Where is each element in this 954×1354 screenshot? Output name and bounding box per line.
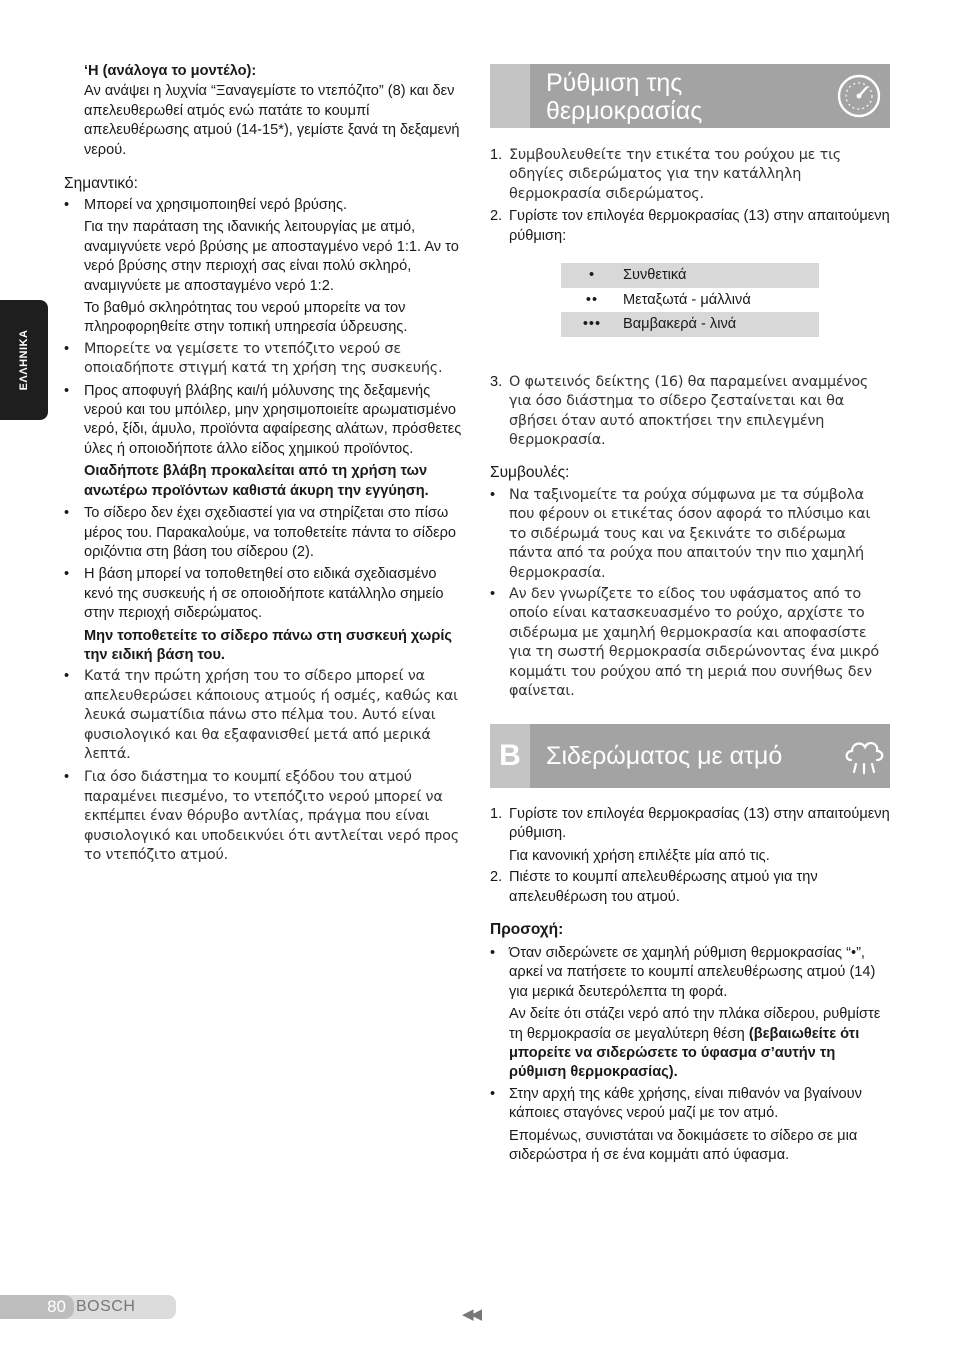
item-text-part: Αν δείτε ότι στάζει νερό από την πλάκα σίδερου, ρυθμίστε τη θερμοκρασία σε μεγαλύτερη θέση <box>509 1006 881 1042</box>
tips-heading: Συμβουλές: <box>490 464 570 481</box>
temperature-steps <box>490 146 890 246</box>
item-text: Όταν σιδερώνετε σε χαμηλή ρύθμιση θερμοκρασίας “•”, αρκεί να πατήσετε το κουμπί απελευθέρωσης ατμού (14) για μερικά δευτερόλεπτα τη φορά. <box>509 945 876 1000</box>
list-item <box>64 565 466 665</box>
bullet-icon: • <box>64 382 70 399</box>
bullet-icon: • <box>64 668 70 685</box>
step-text: Πιέστε το κουμπί απελευθέρωσης ατμού για την απελευθέρωση του ατμού. <box>509 869 818 905</box>
list-item <box>64 382 466 501</box>
steam-steps <box>490 805 890 907</box>
item-text: Για την παράταση της ιδανικής λειτουργίας με ατμό, αναμιγνύετε νερό βρύσης με αποσταγμένο νερό 1:1. Αν το νερό βρύσης στην περιοχή σας είναι πολύ σκληρό, αναμιγνύετε με αποσταγμένο νερό 1:2. <box>84 219 459 294</box>
list-item <box>64 504 466 562</box>
step-text: Γυρίστε τον επιλογέα θερμοκρασίας (13) στην απαιτούμενη ρύθμιση: <box>509 208 890 244</box>
page-number: 80 <box>0 1295 74 1319</box>
steam-section-header <box>490 724 890 788</box>
language-label: ΕΛΛΗΝΙΚΑ <box>18 329 30 391</box>
temperature-step-3 <box>490 373 890 451</box>
list-item <box>64 768 466 865</box>
bullet-icon: • <box>64 197 70 213</box>
item-text: Μπορεί να χρησιμοποιηθεί νερό βρύσης. <box>84 197 348 213</box>
step-item <box>490 146 890 204</box>
section-title <box>546 69 702 125</box>
table-row <box>561 263 819 288</box>
item-text: Η βάση μπορεί να τοποθετηθεί στο ειδικά σχεδιασμένο κενό της συσκευής ή σε οποιοδήποτε κατάλληλο σημείο στην περιοχή σιδερώματος. <box>84 566 444 622</box>
list-item <box>64 667 466 764</box>
fabric-label: Συνθετικά <box>623 263 819 288</box>
step-item <box>490 373 890 451</box>
caution-heading: Προσοχή: <box>490 921 564 938</box>
step-number: 2. <box>490 869 503 886</box>
item-text: Για όσο διάστημα το κουμπί εξόδου του ατμού παραμένει πιεσμένο, το ντεπόζιτο νερού μπορεί να εκπέμπει έναν θόρυβο αντλίας, πράγμα που είναι φυσιολογικό και υποδεικνύει ότι αντλείται νερό προς το ντεπόζιτο ατμού. <box>84 769 459 863</box>
temp-dots: • <box>561 263 623 288</box>
left-column <box>84 62 466 160</box>
bullet-icon: • <box>490 586 496 603</box>
model-subtitle: ‘Η (ανάλογα το μοντέλο): <box>84 63 257 79</box>
important-heading: Σημαντικό: <box>64 175 138 192</box>
step-number: 1. <box>490 147 503 163</box>
list-item <box>490 1085 892 1166</box>
back-nav-icon[interactable]: ◀◀ <box>462 1306 480 1323</box>
language-tab <box>0 300 48 420</box>
temp-dots: ••• <box>561 312 623 337</box>
temperature-section-header <box>490 64 890 128</box>
step-item <box>490 805 890 866</box>
item-text: Κατά την πρώτη χρήση του το σίδερο μπορεί να απελευθερώσει κάποιους ατμούς ή οσμές, καθώς και λευκά σωματίδια πάνω στο πέλμα του. Αυτό είναι φυσιολογικό και θα εξαφανισθεί μετά από μερικά λεπτά. <box>84 668 458 762</box>
step-text: Για κανονική χρήση επιλέξτε μία από τις. <box>509 847 770 864</box>
bullet-icon: • <box>64 340 70 357</box>
item-text: Να ταξινομείτε τα ρούχα σύμφωνα με τα σύμβολα που φέρουν οι ετικέτας όσον αφορά το πλύσιμο και το σιδέρωμά τους και να ξεκινάτε το σιδέρωμα πάντα από τα ρούχα που απαιτούν την πιο χαμηλή θερμοκρασία. <box>509 487 871 581</box>
fabric-label: Μεταξωτά - μάλλινά <box>623 288 819 313</box>
step-item <box>490 207 890 246</box>
step-number: 1. <box>490 806 503 822</box>
section-letter-block <box>490 64 530 128</box>
table-row <box>561 288 819 313</box>
bullet-icon: • <box>64 769 70 786</box>
brand-name: BOSCH <box>76 1298 136 1315</box>
bullet-icon: • <box>490 1085 496 1102</box>
warranty-warning: Οιαδήποτε βλάβη προκαλείται από τη χρήση των ανωτέρω προϊόντων καθιστά άκυρη την εγγύηση. <box>84 463 429 499</box>
step-number: 3. <box>490 374 503 390</box>
item-text: Μπορείτε να γεμίσετε το ντεπόζιτο νερού σε οποιαδήποτε στιγμή κατά τη χρήση της συσκευής. <box>84 340 443 377</box>
bullet-icon: • <box>490 945 496 961</box>
item-text: Το σίδερο δεν έχει σχεδιαστεί για να στηρίζεται στο πίσω μέρος του. Παρακαλούμε, να τοποθετείτε πάντα το σίδερο οριζόντια στη βάση του σίδερου (2). <box>84 505 457 560</box>
section-letter: B <box>490 724 530 788</box>
step-text: Γυρίστε τον επιλογέα θερμοκρασίας (13) στην απαιτούμενη ρύθμιση. <box>509 806 890 842</box>
list-item <box>490 486 890 583</box>
section-title: Σιδερώματος με ατμό <box>546 742 783 770</box>
caution-bold-note: (βεβαιωθείτε ότι μπορείτε να σιδερώσετε το ύφασμα σ’αυτήν τη ρύθμιση θερμοκρασίας). <box>509 1025 860 1081</box>
step-item <box>490 868 890 907</box>
bullet-icon: • <box>64 505 70 522</box>
bullet-icon: • <box>490 487 496 503</box>
item-text: Αν δεν γνωρίζετε το είδος του υφάσματος από το οποίο είναι κατασκευασμένο το ρούχο, αρχίστε το σιδέρωμα με χαμηλή θερμοκρασία και αποφασίστε για τη σωστή θερμοκρασία σιδερώνοντας ένα μικρό κομμάτι του ρούχου από τη μεριά που συνήθως δεν φαίνεται. <box>509 586 880 700</box>
step-text: Ο φωτεινός δείκτης (16) θα παραμείνει αναμμένος για όσο διάστημα το σίδερο ζεσταίνεται και θα σβήσει όταν αυτό αποκτήσει την επιλεγμένη θερμοκρασία. <box>509 374 869 449</box>
important-list <box>64 196 466 865</box>
base-warning: Μην τοποθετείτε το σίδερο πάνω στη συσκευή χωρίς την ειδική βάση του. <box>84 627 453 663</box>
step-number: 2. <box>490 208 503 225</box>
fabric-label: Βαμβακερά - λινά <box>623 312 819 337</box>
section-title-line: Ρύθμιση της <box>546 69 683 97</box>
list-item <box>64 340 466 379</box>
steam-cloud-icon <box>842 734 886 778</box>
item-text: Προς αποφυγή βλάβης και/ή μόλυνσης της δεξαμενής νερού και του μπόιλερ, μην χρησιμοποιείτε αρωματισμένο νερό, ξίδι, άμυλο, προϊόντα αφαίρεσης αλάτων, πρόσθετες ύλες ή οποιοδήποτε άλλο είδος χημικού προϊόντος. <box>84 382 462 457</box>
temp-dots: •• <box>561 288 623 313</box>
tips-list <box>490 486 890 701</box>
item-text: Στην αρχή της κάθε χρήσης, είναι πιθανόν να βγαίνουν κάποιες σταγόνες νερού μαζί με τον ατμό. <box>509 1085 862 1122</box>
bullet-icon: • <box>64 566 70 583</box>
temperature-table <box>561 263 819 337</box>
item-text: Το βαθμό σκληρότητας του νερού μπορείτε να τον πληροφορηθείτε στην τοπική υπηρεσία ύδρευσης. <box>84 300 408 336</box>
table-row <box>561 312 819 337</box>
section-title-line: θερμοκρασίας <box>546 97 703 125</box>
list-item <box>490 585 890 701</box>
model-paragraph: Αν ανάψει η λυχνία “Ξαναγεμίστε το ντεπόζιτο” (8) και δεν απελευθερωθεί ατμός ενώ πατάτε το κουμπί απελευθέρωσης ατμού (14-15*), γεμίστε ξανά τη δεξαμενή νερού. <box>84 83 460 158</box>
step-text: Συμβουλευθείτε την ετικέτα του ρούχου με τις οδηγίες σιδερώματος για την κατάλληλη θερμοκρασία σιδερώματος. <box>509 147 842 202</box>
item-text <box>509 1005 892 1083</box>
caution-list <box>490 944 892 1165</box>
temperature-dial-icon <box>835 72 883 120</box>
list-item <box>490 944 892 1083</box>
item-text: Επομένως, συνιστάται να δοκιμάσετε το σίδερο σε μια σιδερώστρα ή σε ένα κομμάτι από ύφασμα. <box>509 1127 858 1164</box>
list-item <box>64 196 466 338</box>
